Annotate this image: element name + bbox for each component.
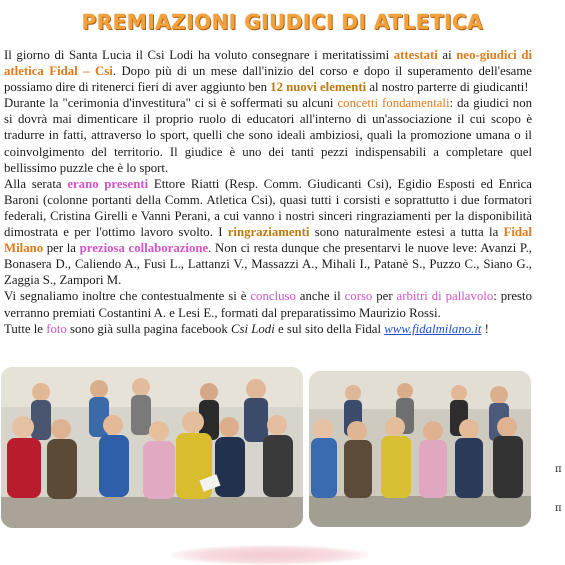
text-segment: Il giorno di Santa Lucia il Csi Lodi ha voluto consegnare i meritatissimi [4, 48, 394, 62]
text-segment: attestati [393, 48, 438, 62]
margin-mark-1: π [555, 464, 562, 475]
text-segment: preziosa collaborazione [79, 241, 209, 256]
article-title: PREMIAZIONI GIUDICI DI ATLETICA [81, 10, 484, 34]
text-segment: foto [46, 321, 67, 336]
text-segment: concluso [250, 289, 296, 304]
text-segment: Tutte le [4, 321, 47, 336]
text-segment: : da giudici non si dovrà mai dimenticare il proprio ruolo di educatori all'interno di un'associazione il cui scopo è tradurre in fatti, attraverso lo sport, quelli che sono ideali ambiziosi, quali la promozione umana o il coinvolgimento del territorio. Il giudice è uno dei tanti pezzi indispensabili a completare quel bellissimo puzzle che è lo sport. [4, 96, 532, 175]
paragraph-volleyball [4, 288, 532, 320]
group-photo-right [309, 371, 531, 527]
text-segment: per [372, 289, 397, 304]
text-segment: Durante la "cerimonia d'investitura" ci si è soffermati su alcuni [4, 96, 338, 111]
text-segment: e sul sito della Fidal [274, 321, 385, 336]
text-segment: per la [43, 241, 80, 256]
text-segment: anche il [295, 289, 345, 304]
text-segment[interactable]: www.fidalmilano.it [384, 321, 482, 336]
text-segment: sono naturalmente estesi a tutta la [309, 225, 504, 240]
text-segment: ! [481, 321, 489, 336]
text-segment: ai [437, 48, 457, 62]
text-segment: corso [344, 289, 373, 304]
text-segment: al nostro parterre di giudicanti! [366, 80, 529, 95]
text-segment: Alla serata [4, 176, 68, 191]
text-segment: concetti fondamentali [337, 96, 450, 111]
article-body [4, 47, 532, 337]
text-segment: ringraziamenti [227, 225, 310, 240]
text-segment: Fidal Milano [4, 225, 532, 256]
text-segment: . Non ci resta dunque che presentarvi le nuove leve: Avanzi P., Bonasera D., Caliendo A., Fusi L., Lattanzi V., Massazzi A., Mihali I., Patanè S., Puzzo C., Siano G., Zaggia S., Zampori M. [4, 241, 532, 288]
paragraph-ceremony [4, 95, 532, 175]
text-segment: Csi Lodi [231, 321, 275, 336]
paragraph-photos [4, 321, 532, 337]
text-segment: Ettore Riatti (Resp. Comm. Giudicanti Csi), Egidio Esposti ed Enrica Baroni (colonne portanti della Comm. Atletica Csi), quasi tutti i corsisti e soprattutto i due formatori federali, Cristina Girelli e Vanni Perani, a cui vanno i nostri sinceri ringraziamenti per la disponibilità dimostrata e per l'ottimo lavoro svolto. I [4, 176, 532, 240]
paragraph-awards [4, 47, 532, 95]
text-segment: arbitri di pallavolo [396, 289, 494, 304]
footer-decoration [170, 545, 370, 565]
text-segment: neo-giudici di atletica Fidal – Csi [4, 48, 532, 79]
group-photo-left [1, 367, 303, 528]
text-segment: erano presenti [67, 176, 149, 191]
margin-mark-2: π [555, 503, 562, 514]
text-segment: sono già sulla pagina facebook [66, 321, 232, 336]
text-segment: 12 nuovi elementi [270, 80, 367, 95]
text-segment: : presto verranno premiati Costantini A. e Lesi E., formati dal preparatissimo Maurizio Rossi. [4, 289, 532, 320]
text-segment: . Dopo più di un mese dall'inizio del corso e dopo il superamento dell'esame possiamo dire di ritenerci fieri di aver aggiunto ben [4, 64, 532, 95]
text-segment: Vi segnaliamo inoltre che contestualmente si è [4, 289, 251, 304]
paragraph-attendees [4, 176, 532, 289]
